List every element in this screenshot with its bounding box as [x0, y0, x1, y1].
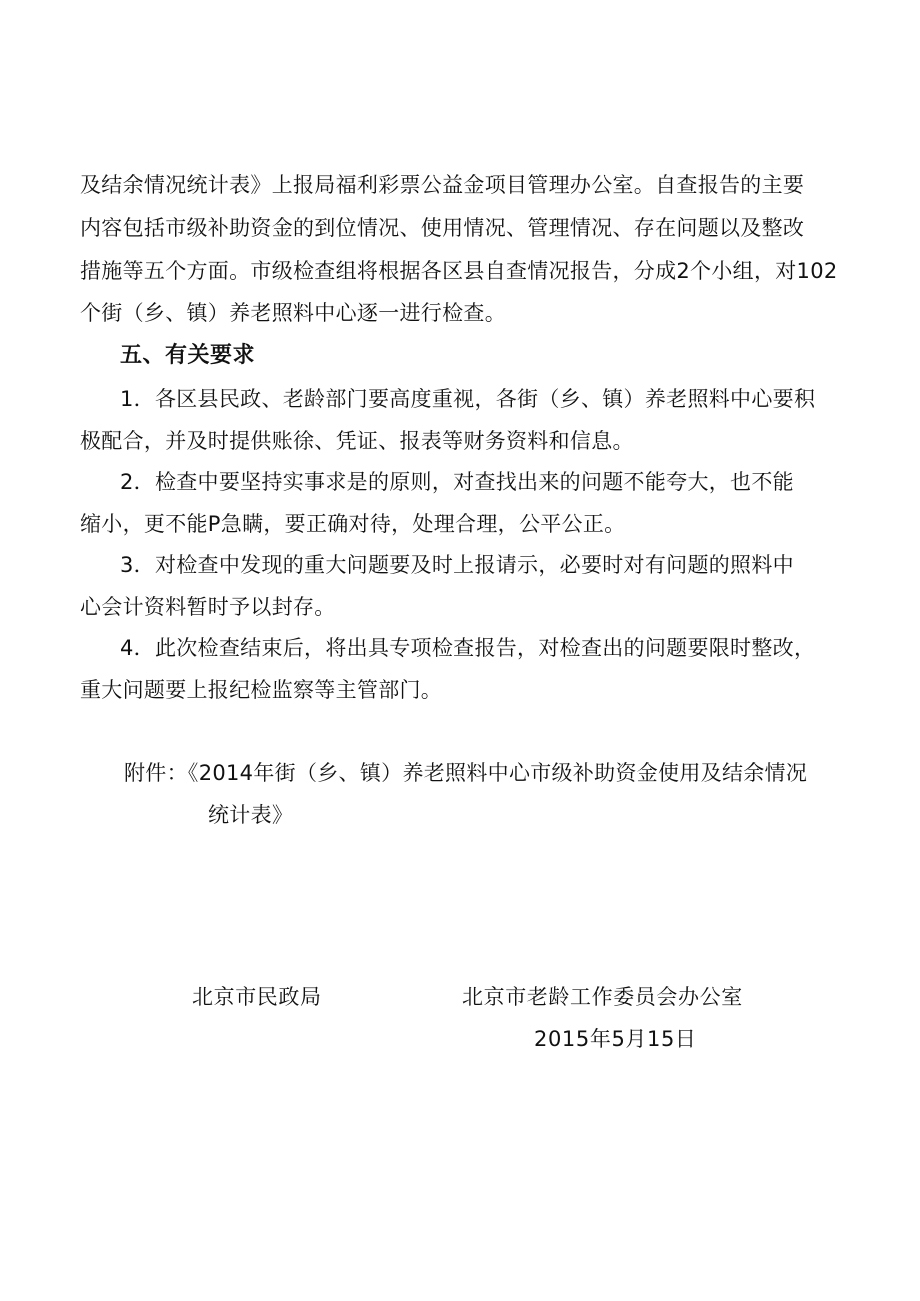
body-text-line-4: 个街（乡、镇）养老照料中心逐一进行检查。: [80, 301, 506, 325]
requirement-4-line-2: 重大问题要上报纪检监察等主管部门。: [80, 678, 443, 702]
signature-date: 2015年5月15日: [534, 1027, 697, 1051]
requirement-1-line-1: 1．各区县民政、老龄部门要高度重视，各街（乡、镇）养老照料中心要积: [120, 387, 816, 411]
body-text-line-1: 及结余情况统计表》上报局福利彩票公益金项目管理办公室。自查报告的主要: [80, 173, 805, 197]
requirement-2-line-2: 缩小，更不能P急瞒，要正确对待，处理合理，公平公正。: [80, 512, 626, 536]
requirement-2-line-1: 2．检查中要坚持实事求是的原则，对查找出来的问题不能夸大，也不能: [120, 470, 794, 494]
section-heading: 五、有关要求: [120, 343, 256, 368]
requirement-1-line-2: 极配合，并及时提供账徐、凭证、报表等财务资料和信息。: [80, 429, 634, 453]
annex-line-2: 统计表》: [208, 803, 294, 827]
signature-org-aging-committee: 北京市老龄工作委员会办公室: [462, 985, 743, 1009]
requirement-3-line-1: 3．对检查中发现的重大问题要及时上报请示，必要时对有问题的照料中: [120, 553, 794, 577]
body-text-line-3: 措施等五个方面。市级检查组将根据各区县自查情况报告，分成2个小组，对102: [80, 259, 838, 283]
body-text-line-2: 内容包括市级补助资金的到位情况、使用情况、管理情况、存在问题以及整改: [80, 216, 805, 240]
annex-line-1: 附件：《2014年街（乡、镇）养老照料中心市级补助资金使用及结余情况: [124, 761, 808, 785]
requirement-3-line-2: 心会计资料暂时予以封存。: [80, 595, 336, 619]
signature-org-civil-affairs: 北京市民政局: [192, 985, 322, 1009]
requirement-4-line-1: 4．此次检查结束后，将出具专项检查报告，对检查出的问题要限时整改，: [120, 636, 816, 660]
